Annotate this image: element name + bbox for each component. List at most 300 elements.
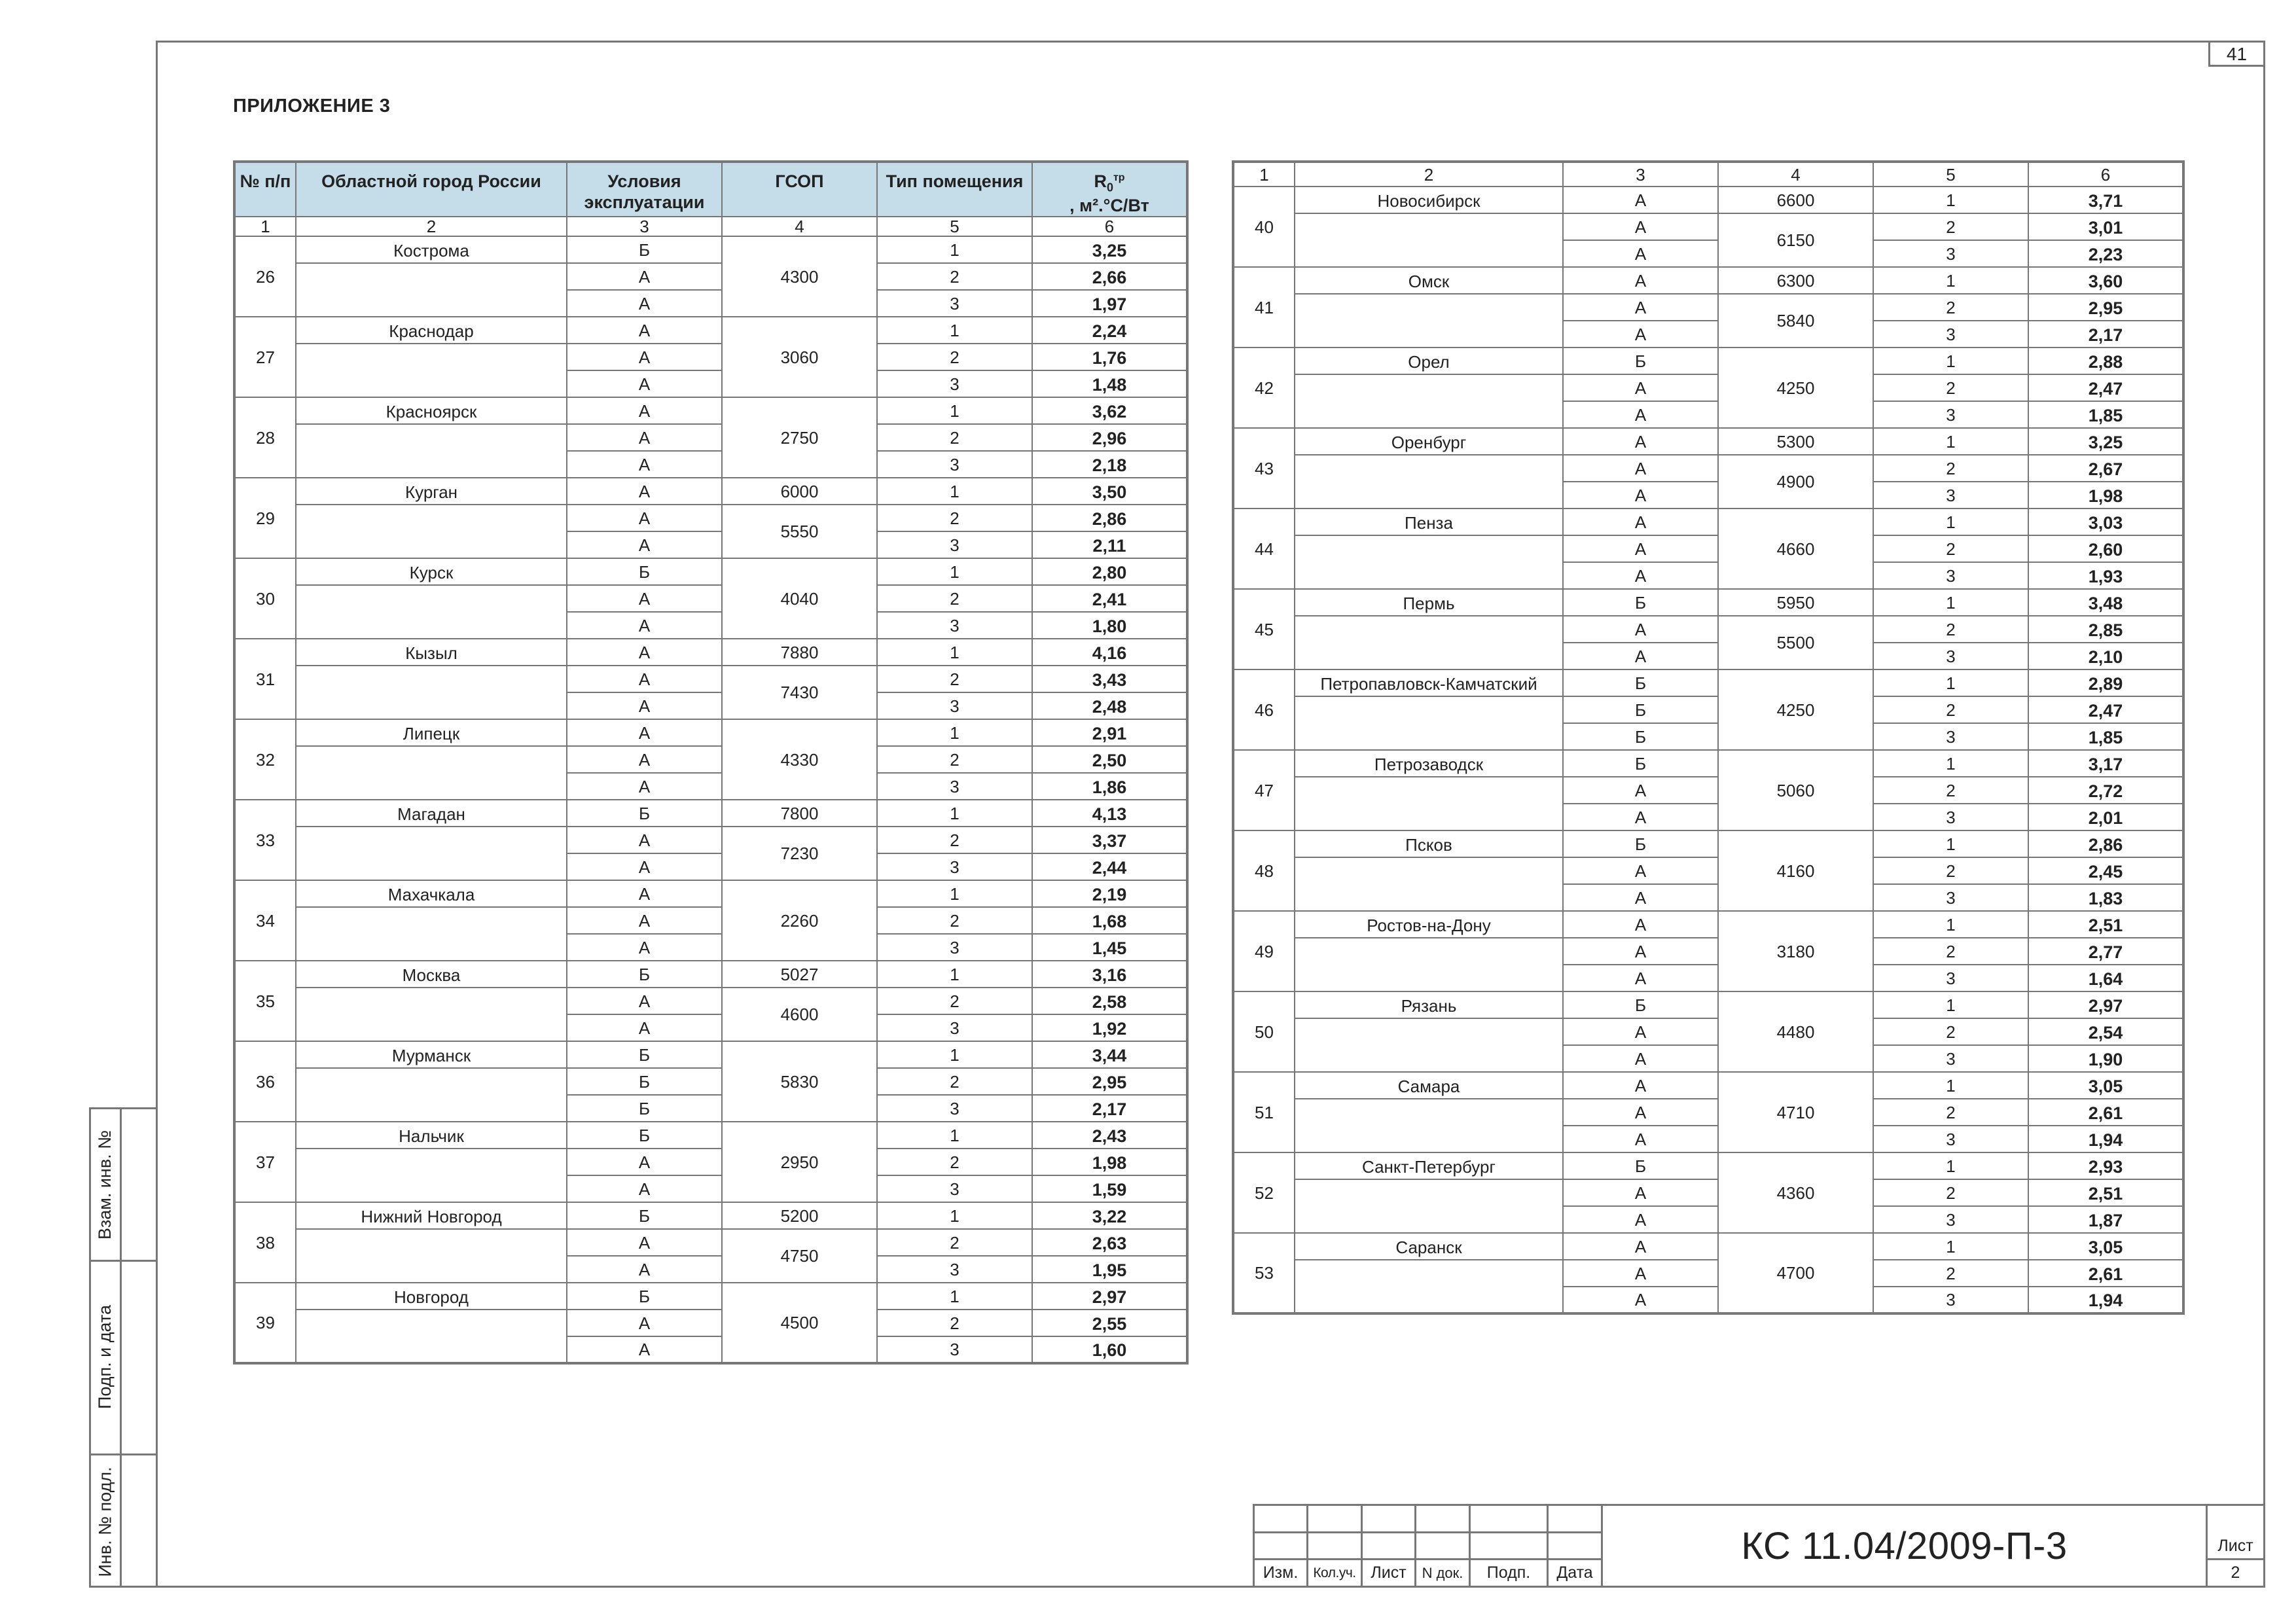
table-row — [234, 800, 1187, 827]
city-cell: Новосибирск — [1295, 187, 1563, 213]
room-type-cell: 1 — [877, 1041, 1032, 1068]
conditions-cell: Б — [1563, 991, 1718, 1018]
conditions-cell: А — [567, 424, 722, 451]
room-type-cell: 3 — [1873, 240, 2028, 267]
room-type-cell: 2 — [1873, 938, 2028, 965]
room-type-cell: 3 — [1873, 884, 2028, 911]
row-number-cell: 42 — [1233, 348, 1295, 428]
room-type-cell: 2 — [877, 505, 1032, 531]
conditions-cell: А — [567, 505, 722, 531]
conditions-cell: А — [567, 1014, 722, 1041]
city-cell-blank — [296, 505, 567, 558]
resistance-cell: 2,01 — [2028, 804, 2183, 830]
table-row — [1233, 1233, 2183, 1260]
resistance-cell: 1,68 — [1032, 907, 1187, 934]
left-data-table — [233, 160, 1189, 1364]
table-header-row — [234, 162, 1187, 217]
room-type-cell: 3 — [877, 934, 1032, 961]
gsop-cell: 6600 — [1718, 187, 1873, 213]
row-number-cell: 46 — [1233, 669, 1295, 750]
table-row — [1233, 1018, 2183, 1045]
conditions-cell: А — [1563, 938, 1718, 965]
row-number-cell: 45 — [1233, 589, 1295, 669]
resistance-cell: 1,98 — [2028, 482, 2183, 508]
conditions-cell: Б — [567, 1202, 722, 1229]
conditions-cell: А — [567, 612, 722, 639]
table-row — [1233, 857, 2183, 884]
resistance-cell: 2,58 — [1032, 988, 1187, 1014]
resistance-cell: 2,86 — [2028, 830, 2183, 857]
city-cell-blank — [1295, 777, 1563, 830]
label-n-dok: N док. — [1416, 1560, 1470, 1587]
resistance-cell: 2,97 — [1032, 1283, 1187, 1310]
city-cell-blank — [1295, 1018, 1563, 1072]
room-type-cell: 3 — [877, 1014, 1032, 1041]
resistance-cell: 2,47 — [2028, 374, 2183, 401]
room-type-cell: 3 — [877, 1095, 1032, 1122]
table-row — [234, 1202, 1187, 1229]
conditions-cell: А — [1563, 884, 1718, 911]
resistance-cell: 2,50 — [1032, 746, 1187, 773]
gsop-cell: 2260 — [722, 880, 877, 961]
city-cell: Курган — [296, 478, 567, 505]
conditions-cell: А — [567, 880, 722, 907]
row-number-cell: 33 — [234, 800, 296, 880]
room-type-cell: 1 — [1873, 1152, 2028, 1179]
room-type-cell: 3 — [1873, 321, 2028, 348]
resistance-cell: 2,24 — [1032, 317, 1187, 344]
room-type-cell: 2 — [1873, 213, 2028, 240]
resistance-cell: 2,18 — [1032, 451, 1187, 478]
conditions-cell: А — [567, 773, 722, 800]
table-row — [234, 236, 1187, 263]
conditions-cell: А — [1563, 965, 1718, 991]
table-row — [234, 719, 1187, 746]
table-row — [1233, 1072, 2183, 1099]
room-type-cell: 1 — [877, 558, 1032, 585]
resistance-cell: 2,51 — [2028, 1179, 2183, 1206]
room-type-cell: 1 — [1873, 830, 2028, 857]
header-conditions: Условия эксплуатации — [567, 162, 722, 217]
table-row — [1233, 374, 2183, 401]
room-type-cell: 3 — [877, 451, 1032, 478]
room-type-cell: 3 — [1873, 723, 2028, 750]
room-type-cell: 3 — [1873, 965, 2028, 991]
city-cell: Санкт-Петербург — [1295, 1152, 1563, 1179]
resistance-cell: 1,94 — [2028, 1287, 2183, 1313]
conditions-cell: А — [567, 397, 722, 424]
resistance-cell: 2,43 — [1032, 1122, 1187, 1149]
row-number-cell: 41 — [1233, 267, 1295, 348]
room-type-cell: 3 — [877, 1256, 1032, 1283]
resistance-cell: 3,05 — [2028, 1072, 2183, 1099]
conditions-cell: А — [567, 1310, 722, 1336]
room-type-cell: 3 — [877, 612, 1032, 639]
row-number-cell: 53 — [1233, 1233, 1295, 1313]
resistance-cell: 2,72 — [2028, 777, 2183, 804]
city-cell: Магадан — [296, 800, 567, 827]
conditions-cell: А — [567, 451, 722, 478]
room-type-cell: 1 — [1873, 267, 2028, 294]
row-number-cell: 39 — [234, 1283, 296, 1363]
gsop-cell: 2750 — [722, 397, 877, 478]
resistance-cell: 2,63 — [1032, 1229, 1187, 1256]
gsop-cell: 7430 — [722, 666, 877, 719]
city-cell-blank — [296, 424, 567, 478]
resistance-cell: 2,61 — [2028, 1260, 2183, 1287]
resistance-cell: 1,95 — [1032, 1256, 1187, 1283]
room-type-cell: 1 — [877, 800, 1032, 827]
gsop-cell: 5500 — [1718, 616, 1873, 669]
conditions-cell: А — [1563, 213, 1718, 240]
resistance-cell: 1,92 — [1032, 1014, 1187, 1041]
gsop-cell: 4500 — [722, 1283, 877, 1363]
resistance-cell: 3,01 — [2028, 213, 2183, 240]
table-row — [1233, 455, 2183, 482]
city-cell-blank — [1295, 294, 1563, 348]
conditions-cell: А — [1563, 401, 1718, 428]
gsop-cell: 5840 — [1718, 294, 1873, 348]
table-row — [1233, 777, 2183, 804]
conditions-cell: А — [567, 853, 722, 880]
conditions-cell: Б — [1563, 348, 1718, 374]
conditions-cell: А — [567, 907, 722, 934]
room-type-cell: 2 — [1873, 616, 2028, 643]
city-cell: Липецк — [296, 719, 567, 746]
row-number-cell: 30 — [234, 558, 296, 639]
room-type-cell: 1 — [877, 236, 1032, 263]
conditions-cell: А — [1563, 562, 1718, 589]
conditions-cell: А — [567, 1336, 722, 1363]
title-block — [1253, 1504, 2265, 1588]
conditions-cell: А — [567, 666, 722, 692]
table-row — [234, 424, 1187, 451]
room-type-cell: 3 — [877, 290, 1032, 317]
table-row — [234, 397, 1187, 424]
room-type-cell: 3 — [877, 853, 1032, 880]
conditions-cell: А — [1563, 374, 1718, 401]
row-number-cell: 43 — [1233, 428, 1295, 508]
table-row — [1233, 1260, 2183, 1287]
resistance-cell: 2,85 — [2028, 616, 2183, 643]
sheet-number: 2 — [2207, 1560, 2265, 1587]
resistance-cell: 2,41 — [1032, 585, 1187, 612]
conditions-cell: А — [1563, 1260, 1718, 1287]
room-type-cell: 3 — [877, 1175, 1032, 1202]
conditions-cell: Б — [567, 1041, 722, 1068]
room-type-cell: 2 — [877, 666, 1032, 692]
resistance-cell: 2,66 — [1032, 263, 1187, 290]
table-row — [1233, 1179, 2183, 1206]
row-number-cell: 31 — [234, 639, 296, 719]
room-type-cell: 1 — [877, 397, 1032, 424]
resistance-cell: 2,93 — [2028, 1152, 2183, 1179]
room-type-cell: 2 — [877, 1310, 1032, 1336]
room-type-cell: 2 — [1873, 1018, 2028, 1045]
gsop-cell: 7800 — [722, 800, 877, 827]
conditions-cell: А — [1563, 1179, 1718, 1206]
gsop-cell: 5200 — [722, 1202, 877, 1229]
conditions-cell: А — [567, 827, 722, 853]
conditions-cell: Б — [1563, 696, 1718, 723]
room-type-cell: 1 — [877, 880, 1032, 907]
table-row — [1233, 213, 2183, 240]
label-kol-uch: Кол.уч. — [1308, 1560, 1362, 1587]
resistance-cell: 2,51 — [2028, 911, 2183, 938]
city-cell: Курск — [296, 558, 567, 585]
row-number-cell: 26 — [234, 236, 296, 317]
page-number: 41 — [2208, 41, 2265, 67]
resistance-cell: 2,88 — [2028, 348, 2183, 374]
row-number-cell: 35 — [234, 961, 296, 1041]
room-type-cell: 1 — [1873, 911, 2028, 938]
conditions-cell: Б — [567, 800, 722, 827]
resistance-cell: 2,23 — [2028, 240, 2183, 267]
resistance-cell: 1,80 — [1032, 612, 1187, 639]
column-number-row: 1 2 3 4 5 6 — [234, 217, 1187, 236]
table-row — [234, 961, 1187, 988]
table-row — [234, 478, 1187, 505]
gsop-cell: 4900 — [1718, 455, 1873, 508]
stamp-podp-label: Подп. и дата — [95, 1304, 115, 1409]
room-type-cell: 2 — [1873, 696, 2028, 723]
city-cell-blank — [296, 344, 567, 397]
conditions-cell: А — [1563, 428, 1718, 455]
gsop-cell: 3060 — [722, 317, 877, 397]
row-number-cell: 34 — [234, 880, 296, 961]
conditions-cell: А — [567, 934, 722, 961]
gsop-cell: 4300 — [722, 236, 877, 317]
gsop-cell: 5060 — [1718, 750, 1873, 830]
conditions-cell: Б — [1563, 589, 1718, 616]
stamp-vzam-label: Взам. инв. № — [95, 1130, 115, 1240]
resistance-cell: 2,77 — [2028, 938, 2183, 965]
room-type-cell: 3 — [1873, 1287, 2028, 1313]
resistance-cell: 2,10 — [2028, 643, 2183, 669]
table-row — [234, 1310, 1187, 1336]
stamp-inv-label: Инв. № подл. — [95, 1466, 115, 1577]
city-cell: Кострома — [296, 236, 567, 263]
row-number-cell: 28 — [234, 397, 296, 478]
resistance-cell: 4,16 — [1032, 639, 1187, 666]
conditions-cell: А — [1563, 643, 1718, 669]
table-row — [1233, 911, 2183, 938]
resistance-cell: 1,48 — [1032, 370, 1187, 397]
conditions-cell: Б — [1563, 830, 1718, 857]
gsop-cell: 5300 — [1718, 428, 1873, 455]
room-type-cell: 2 — [1873, 1099, 2028, 1126]
gsop-cell: 4160 — [1718, 830, 1873, 911]
conditions-cell: А — [567, 370, 722, 397]
conditions-cell: Б — [567, 1283, 722, 1310]
row-number-cell: 52 — [1233, 1152, 1295, 1233]
table-row — [234, 1229, 1187, 1256]
room-type-cell: 3 — [1873, 1126, 2028, 1152]
room-type-cell: 2 — [877, 1068, 1032, 1095]
city-cell-blank — [1295, 455, 1563, 508]
label-izm: Изм. — [1254, 1560, 1308, 1587]
conditions-cell: А — [1563, 508, 1718, 535]
gsop-cell: 5830 — [722, 1041, 877, 1122]
city-cell-blank — [1295, 1260, 1563, 1313]
gsop-cell: 4660 — [1718, 508, 1873, 589]
gsop-cell: 6150 — [1718, 213, 1873, 267]
conditions-cell: А — [1563, 1287, 1718, 1313]
resistance-cell: 3,44 — [1032, 1041, 1187, 1068]
city-cell: Мурманск — [296, 1041, 567, 1068]
city-cell: Пенза — [1295, 508, 1563, 535]
room-type-cell: 1 — [1873, 348, 2028, 374]
table-row — [234, 1122, 1187, 1149]
room-type-cell: 2 — [1873, 455, 2028, 482]
city-cell: Омск — [1295, 267, 1563, 294]
city-cell: Красноярск — [296, 397, 567, 424]
room-type-cell: 2 — [877, 424, 1032, 451]
gsop-cell: 6300 — [1718, 267, 1873, 294]
row-number-cell: 44 — [1233, 508, 1295, 589]
room-type-cell: 3 — [877, 531, 1032, 558]
conditions-cell: А — [1563, 1126, 1718, 1152]
room-type-cell: 1 — [1873, 428, 2028, 455]
resistance-cell: 1,85 — [2028, 401, 2183, 428]
room-type-cell: 1 — [877, 317, 1032, 344]
conditions-cell: А — [1563, 321, 1718, 348]
document-code: КС 11.04/2009-П-3 — [1602, 1505, 2207, 1587]
resistance-cell: 1,90 — [2028, 1045, 2183, 1072]
resistance-cell: 3,60 — [2028, 267, 2183, 294]
room-type-cell: 3 — [877, 1336, 1032, 1363]
right-data-table — [1232, 160, 2185, 1315]
city-cell-blank — [1295, 1179, 1563, 1233]
resistance-cell: 4,13 — [1032, 800, 1187, 827]
side-stamp — [89, 1107, 156, 1588]
conditions-cell: Б — [567, 1068, 722, 1095]
city-cell: Махачкала — [296, 880, 567, 907]
conditions-cell: А — [1563, 1072, 1718, 1099]
conditions-cell: А — [567, 639, 722, 666]
conditions-cell: А — [1563, 777, 1718, 804]
room-type-cell: 2 — [1873, 857, 2028, 884]
table-row — [1233, 616, 2183, 643]
gsop-cell: 4700 — [1718, 1233, 1873, 1313]
label-podp: Подп. — [1470, 1560, 1548, 1587]
header-resistance: $R_0^{тр}$ , м².°С/Вт — [1032, 162, 1187, 217]
gsop-cell: 6000 — [722, 478, 877, 505]
header-num: № п/п — [234, 162, 296, 217]
gsop-cell: 3180 — [1718, 911, 1873, 991]
resistance-cell: 2,61 — [2028, 1099, 2183, 1126]
gsop-cell: 4480 — [1718, 991, 1873, 1072]
resistance-cell: 1,45 — [1032, 934, 1187, 961]
conditions-cell: А — [1563, 1018, 1718, 1045]
gsop-cell: 4360 — [1718, 1152, 1873, 1233]
room-type-cell: 1 — [877, 961, 1032, 988]
conditions-cell: А — [1563, 535, 1718, 562]
conditions-cell: Б — [1563, 669, 1718, 696]
resistance-cell: 2,44 — [1032, 853, 1187, 880]
conditions-cell: А — [567, 478, 722, 505]
table-row — [234, 907, 1187, 934]
city-cell-blank — [296, 907, 567, 961]
city-cell: Нижний Новгород — [296, 1202, 567, 1229]
conditions-cell: А — [567, 1256, 722, 1283]
resistance-cell: 2,86 — [1032, 505, 1187, 531]
header-gsop: ГСОП — [722, 162, 877, 217]
conditions-cell: А — [1563, 294, 1718, 321]
table-row — [1233, 267, 2183, 294]
resistance-cell: 3,71 — [2028, 187, 2183, 213]
city-cell: Псков — [1295, 830, 1563, 857]
resistance-cell: 1,97 — [1032, 290, 1187, 317]
row-number-cell: 36 — [234, 1041, 296, 1122]
room-type-cell: 3 — [877, 692, 1032, 719]
gsop-cell: 2950 — [722, 1122, 877, 1202]
row-number-cell: 32 — [234, 719, 296, 800]
resistance-cell: 3,43 — [1032, 666, 1187, 692]
conditions-cell: А — [567, 1229, 722, 1256]
resistance-cell: 3,25 — [1032, 236, 1187, 263]
conditions-cell: А — [567, 344, 722, 370]
conditions-cell: А — [567, 263, 722, 290]
room-type-cell: 3 — [1873, 643, 2028, 669]
table-row — [234, 1149, 1187, 1175]
table-row — [234, 746, 1187, 773]
table-row — [234, 1068, 1187, 1095]
conditions-cell: А — [567, 746, 722, 773]
conditions-cell: А — [1563, 267, 1718, 294]
table-row — [234, 585, 1187, 612]
room-type-cell: 1 — [1873, 1233, 2028, 1260]
gsop-cell: 5027 — [722, 961, 877, 988]
resistance-cell: 2,45 — [2028, 857, 2183, 884]
resistance-cell: 1,64 — [2028, 965, 2183, 991]
resistance-cell: 1,85 — [2028, 723, 2183, 750]
city-cell-blank — [1295, 616, 1563, 669]
room-type-cell: 2 — [877, 907, 1032, 934]
conditions-cell: А — [1563, 857, 1718, 884]
city-cell-blank — [1295, 857, 1563, 911]
city-cell: Москва — [296, 961, 567, 988]
resistance-cell: 2,19 — [1032, 880, 1187, 907]
conditions-cell: Б — [567, 558, 722, 585]
resistance-cell: 3,22 — [1032, 1202, 1187, 1229]
room-type-cell: 1 — [1873, 508, 2028, 535]
conditions-cell: А — [1563, 482, 1718, 508]
room-type-cell: 3 — [877, 370, 1032, 397]
room-type-cell: 1 — [877, 639, 1032, 666]
room-type-cell: 2 — [877, 746, 1032, 773]
header-city: Областной город России — [296, 162, 567, 217]
row-number-cell: 40 — [1233, 187, 1295, 267]
gsop-cell: 4040 — [722, 558, 877, 639]
table-row — [234, 505, 1187, 531]
city-cell-blank — [1295, 374, 1563, 428]
label-list: Лист — [1362, 1560, 1416, 1587]
room-type-cell: 2 — [877, 344, 1032, 370]
room-type-cell: 1 — [877, 719, 1032, 746]
table-row — [234, 263, 1187, 290]
resistance-cell: 2,54 — [2028, 1018, 2183, 1045]
table-row — [1233, 696, 2183, 723]
table-row — [234, 666, 1187, 692]
table-row — [234, 827, 1187, 853]
city-cell-blank — [296, 1310, 567, 1363]
room-type-cell: 1 — [1873, 669, 2028, 696]
city-cell: Саранск — [1295, 1233, 1563, 1260]
table-row — [1233, 294, 2183, 321]
conditions-cell: А — [1563, 1099, 1718, 1126]
table-row — [234, 317, 1187, 344]
